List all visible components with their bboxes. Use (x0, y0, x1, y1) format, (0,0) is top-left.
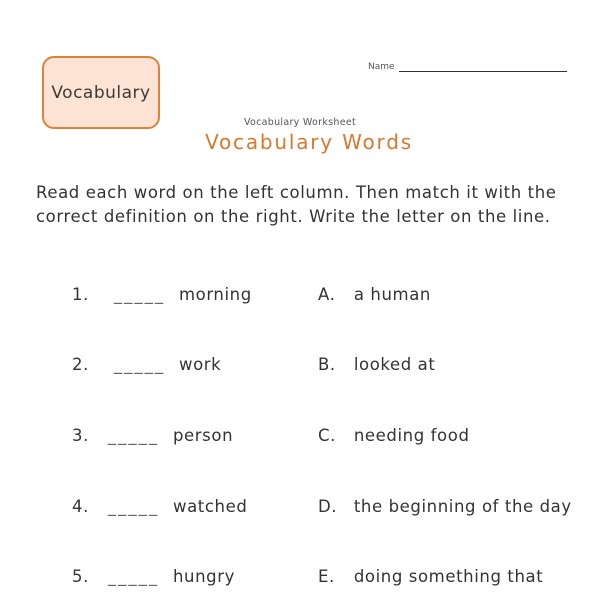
worksheet-title: Vocabulary Words (205, 130, 413, 154)
question-item (72, 497, 247, 516)
question-word: person (172, 426, 234, 445)
question-item (72, 285, 252, 304)
question-word: work (178, 355, 222, 374)
definition-item (318, 285, 431, 304)
definition-item (318, 426, 470, 445)
definition-letter: A. (318, 285, 336, 304)
definition-letter: B. (318, 355, 336, 374)
definition-text: looked at (353, 355, 436, 374)
name-label: Name (368, 62, 395, 72)
question-number: 5. (72, 567, 89, 586)
question-word: watched (172, 497, 248, 516)
definition-item (318, 355, 435, 374)
answer-blank: _____ (107, 567, 160, 586)
answer-blank: _____ (113, 355, 166, 374)
answer-blank: _____ (113, 285, 166, 304)
definition-text: needing food (353, 426, 470, 445)
answer-blank: _____ (107, 426, 160, 445)
question-word: morning (178, 285, 252, 304)
definition-letter: C. (318, 426, 336, 445)
definition-item (318, 567, 543, 586)
definition-text: the beginning of the day (353, 497, 572, 516)
question-number: 4. (72, 497, 89, 516)
answer-blank: _____ (107, 497, 160, 516)
name-write-line (399, 62, 567, 72)
category-badge-label: Vocabulary (51, 82, 151, 103)
definition-text: a human (353, 285, 431, 304)
question-item (72, 567, 235, 586)
question-item (72, 426, 233, 445)
definition-letter: D. (318, 497, 338, 516)
instructions-text: Read each word on the left column. Then match it with the correct definition on the right. Write the letter on the line. (36, 183, 557, 226)
definition-letter: E. (318, 567, 335, 586)
question-word: hungry (172, 567, 235, 586)
definition-text: doing something that (353, 567, 544, 586)
question-number: 1. (72, 285, 89, 304)
name-field (368, 62, 567, 72)
question-item (72, 355, 221, 374)
worksheet-subtitle: Vocabulary Worksheet (243, 117, 357, 128)
question-number: 3. (72, 426, 89, 445)
question-number: 2. (72, 355, 89, 374)
definition-item (318, 497, 572, 516)
